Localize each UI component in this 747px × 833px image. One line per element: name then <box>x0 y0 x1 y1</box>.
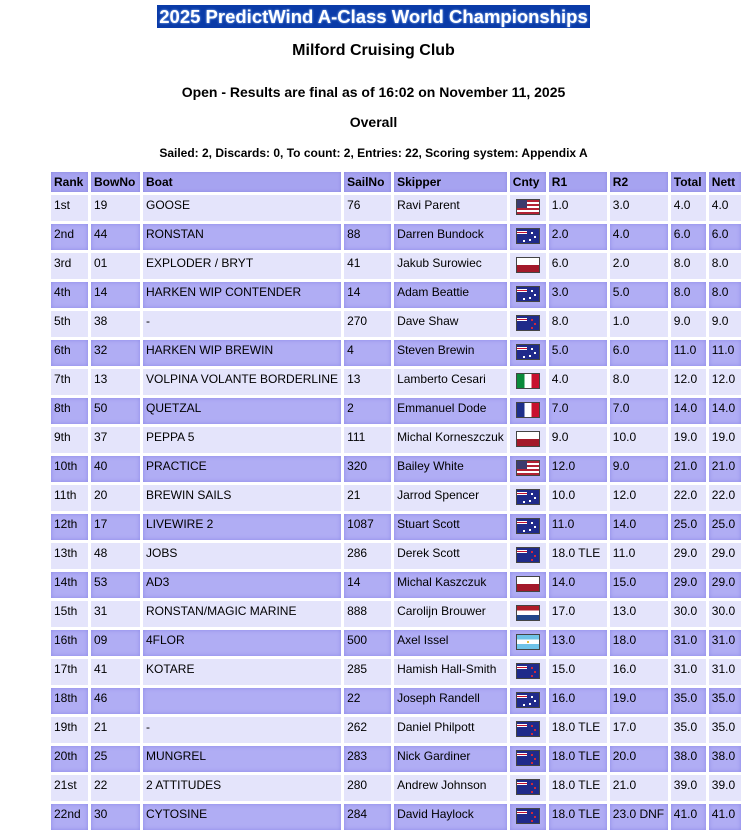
country-cell <box>510 369 546 395</box>
boat-cell: VOLPINA VOLANTE BORDERLINE <box>143 369 341 395</box>
skipper-cell: Jarrod Spencer <box>394 485 507 511</box>
bowno-cell: 50 <box>91 398 140 424</box>
total-cell: 41.0 <box>671 804 706 830</box>
flag-ned-icon <box>516 605 540 621</box>
title-row <box>0 0 747 32</box>
rank-cell: 15th <box>51 601 88 627</box>
total-cell: 9.0 <box>671 311 706 337</box>
r2-cell: 18.0 <box>610 630 668 656</box>
table-row <box>51 485 741 511</box>
nett-cell: 31.0 <box>709 659 741 685</box>
table-row <box>51 746 741 772</box>
rank-cell: 14th <box>51 572 88 598</box>
col-skipper: Skipper <box>394 172 507 192</box>
flag-aus-icon <box>516 228 540 244</box>
rank-cell: 20th <box>51 746 88 772</box>
table-row <box>51 514 741 540</box>
rank-cell: 16th <box>51 630 88 656</box>
boat-cell: - <box>143 311 341 337</box>
flag-aus-icon <box>516 344 540 360</box>
rank-cell: 1st <box>51 195 88 221</box>
rank-cell: 7th <box>51 369 88 395</box>
sailno-cell: 285 <box>344 659 391 685</box>
col-sailno: SailNo <box>344 172 391 192</box>
r1-cell: 4.0 <box>549 369 607 395</box>
bowno-cell: 21 <box>91 717 140 743</box>
rank-cell: 2nd <box>51 224 88 250</box>
r2-cell: 23.0 DNF <box>610 804 668 830</box>
bowno-cell: 22 <box>91 775 140 801</box>
bowno-cell: 13 <box>91 369 140 395</box>
rank-cell: 10th <box>51 456 88 482</box>
nett-cell: 12.0 <box>709 369 741 395</box>
bowno-cell: 30 <box>91 804 140 830</box>
flag-usa-icon <box>516 199 540 215</box>
r1-cell: 18.0 TLE <box>549 543 607 569</box>
table-row <box>51 659 741 685</box>
r1-cell: 1.0 <box>549 195 607 221</box>
flag-arg-icon <box>516 634 540 650</box>
nett-cell: 14.0 <box>709 398 741 424</box>
r1-cell: 18.0 TLE <box>549 717 607 743</box>
boat-cell: PEPPA 5 <box>143 427 341 453</box>
total-cell: 11.0 <box>671 340 706 366</box>
bowno-cell: 17 <box>91 514 140 540</box>
flag-aus-icon <box>516 286 540 302</box>
r1-cell: 9.0 <box>549 427 607 453</box>
table-row <box>51 543 741 569</box>
r2-cell: 7.0 <box>610 398 668 424</box>
bowno-cell: 41 <box>91 659 140 685</box>
sailno-cell: 13 <box>344 369 391 395</box>
bowno-cell: 37 <box>91 427 140 453</box>
r1-cell: 8.0 <box>549 311 607 337</box>
boat-cell: GOOSE <box>143 195 341 221</box>
sailno-cell: 320 <box>344 456 391 482</box>
boat-cell: QUETZAL <box>143 398 341 424</box>
r1-cell: 12.0 <box>549 456 607 482</box>
nett-cell: 22.0 <box>709 485 741 511</box>
rank-cell: 5th <box>51 311 88 337</box>
sailno-cell: 2 <box>344 398 391 424</box>
boat-cell: MUNGREL <box>143 746 341 772</box>
bowno-cell: 32 <box>91 340 140 366</box>
flag-usa-icon <box>516 460 540 476</box>
sailno-cell: 280 <box>344 775 391 801</box>
r1-cell: 6.0 <box>549 253 607 279</box>
col-bowno: BowNo <box>91 172 140 192</box>
flag-nzl-icon <box>516 808 540 824</box>
table-row <box>51 717 741 743</box>
nett-cell: 29.0 <box>709 543 741 569</box>
r2-cell: 15.0 <box>610 572 668 598</box>
skipper-cell: Steven Brewin <box>394 340 507 366</box>
country-cell <box>510 717 546 743</box>
skipper-cell: Carolijn Brouwer <box>394 601 507 627</box>
skipper-cell: Joseph Randell <box>394 688 507 714</box>
table-row <box>51 340 741 366</box>
flag-nzl-icon <box>516 721 540 737</box>
nett-cell: 38.0 <box>709 746 741 772</box>
r2-cell: 20.0 <box>610 746 668 772</box>
r2-cell: 19.0 <box>610 688 668 714</box>
r1-cell: 11.0 <box>549 514 607 540</box>
table-row <box>51 427 741 453</box>
nett-cell: 21.0 <box>709 456 741 482</box>
country-cell <box>510 514 546 540</box>
total-cell: 19.0 <box>671 427 706 453</box>
country-cell <box>510 485 546 511</box>
nett-cell: 29.0 <box>709 572 741 598</box>
country-cell <box>510 456 546 482</box>
table-row <box>51 253 741 279</box>
r2-cell: 8.0 <box>610 369 668 395</box>
boat-cell: HARKEN WIP CONTENDER <box>143 282 341 308</box>
nett-cell: 39.0 <box>709 775 741 801</box>
skipper-cell: Hamish Hall-Smith <box>394 659 507 685</box>
results-body <box>51 195 741 830</box>
flag-pol-icon <box>516 576 540 592</box>
skipper-cell: Darren Bundock <box>394 224 507 250</box>
table-row <box>51 630 741 656</box>
table-header-row <box>51 172 741 192</box>
table-row <box>51 601 741 627</box>
rank-cell: 19th <box>51 717 88 743</box>
flag-nzl-icon <box>516 547 540 563</box>
r2-cell: 1.0 <box>610 311 668 337</box>
sailno-cell: 284 <box>344 804 391 830</box>
skipper-cell: Adam Beattie <box>394 282 507 308</box>
r1-cell: 5.0 <box>549 340 607 366</box>
flag-nzl-icon <box>516 750 540 766</box>
table-row <box>51 775 741 801</box>
total-cell: 38.0 <box>671 746 706 772</box>
table-row <box>51 282 741 308</box>
flag-nzl-icon <box>516 779 540 795</box>
event-title: 2025 PredictWind A-Class World Championships <box>159 6 588 27</box>
total-cell: 8.0 <box>671 282 706 308</box>
country-cell <box>510 311 546 337</box>
table-row <box>51 195 741 221</box>
total-cell: 21.0 <box>671 456 706 482</box>
rank-cell: 4th <box>51 282 88 308</box>
bowno-cell: 14 <box>91 282 140 308</box>
r1-cell: 2.0 <box>549 224 607 250</box>
skipper-cell: Emmanuel Dode <box>394 398 507 424</box>
rank-cell: 12th <box>51 514 88 540</box>
flag-nzl-icon <box>516 315 540 331</box>
table-row <box>51 369 741 395</box>
total-cell: 35.0 <box>671 688 706 714</box>
total-cell: 4.0 <box>671 195 706 221</box>
nett-cell: 19.0 <box>709 427 741 453</box>
boat-cell: 2 ATTITUDES <box>143 775 341 801</box>
rank-cell: 9th <box>51 427 88 453</box>
skipper-cell: Daniel Philpott <box>394 717 507 743</box>
boat-cell: 4FLOR <box>143 630 341 656</box>
col-total: Total <box>671 172 706 192</box>
boat-cell: - <box>143 717 341 743</box>
col-r2: R2 <box>610 172 668 192</box>
sailno-cell: 21 <box>344 485 391 511</box>
r2-cell: 17.0 <box>610 717 668 743</box>
total-cell: 39.0 <box>671 775 706 801</box>
country-cell <box>510 601 546 627</box>
rank-cell: 21st <box>51 775 88 801</box>
boat-cell: AD3 <box>143 572 341 598</box>
flag-pol-icon <box>516 257 540 273</box>
skipper-cell: Stuart Scott <box>394 514 507 540</box>
results-table <box>48 169 744 833</box>
sailno-cell: 22 <box>344 688 391 714</box>
venue-heading: Milford Cruising Club <box>292 42 455 59</box>
country-cell <box>510 688 546 714</box>
total-cell: 22.0 <box>671 485 706 511</box>
boat-cell: KOTARE <box>143 659 341 685</box>
r2-cell: 6.0 <box>610 340 668 366</box>
nett-cell: 30.0 <box>709 601 741 627</box>
sailno-cell: 14 <box>344 282 391 308</box>
bowno-cell: 53 <box>91 572 140 598</box>
nett-cell: 41.0 <box>709 804 741 830</box>
r2-cell: 12.0 <box>610 485 668 511</box>
r1-cell: 15.0 <box>549 659 607 685</box>
nett-cell: 11.0 <box>709 340 741 366</box>
sailno-cell: 500 <box>344 630 391 656</box>
table-row <box>51 311 741 337</box>
total-cell: 6.0 <box>671 224 706 250</box>
flag-pol-icon <box>516 431 540 447</box>
boat-cell: CYTOSINE <box>143 804 341 830</box>
sailno-cell: 41 <box>344 253 391 279</box>
r1-cell: 16.0 <box>549 688 607 714</box>
boat-cell: RONSTAN <box>143 224 341 250</box>
bowno-cell: 38 <box>91 311 140 337</box>
total-cell: 29.0 <box>671 572 706 598</box>
series-heading: Overall <box>349 114 398 130</box>
bowno-cell: 48 <box>91 543 140 569</box>
boat-cell: JOBS <box>143 543 341 569</box>
rank-cell: 18th <box>51 688 88 714</box>
rank-cell: 6th <box>51 340 88 366</box>
sailno-cell: 88 <box>344 224 391 250</box>
r2-cell: 2.0 <box>610 253 668 279</box>
country-cell <box>510 253 546 279</box>
skipper-cell: Nick Gardiner <box>394 746 507 772</box>
r2-cell: 4.0 <box>610 224 668 250</box>
sailno-cell: 262 <box>344 717 391 743</box>
total-cell: 8.0 <box>671 253 706 279</box>
bowno-cell: 40 <box>91 456 140 482</box>
col-country: Cnty <box>510 172 546 192</box>
country-cell <box>510 282 546 308</box>
results-status: Open - Results are final as of 16:02 on November 11, 2025 <box>181 84 566 100</box>
boat-cell <box>143 688 341 714</box>
country-cell <box>510 340 546 366</box>
bowno-cell: 20 <box>91 485 140 511</box>
total-cell: 14.0 <box>671 398 706 424</box>
country-cell <box>510 224 546 250</box>
nett-cell: 35.0 <box>709 717 741 743</box>
country-cell <box>510 427 546 453</box>
r2-cell: 16.0 <box>610 659 668 685</box>
skipper-cell: Jakub Surowiec <box>394 253 507 279</box>
r1-cell: 14.0 <box>549 572 607 598</box>
sailno-cell: 888 <box>344 601 391 627</box>
total-cell: 31.0 <box>671 659 706 685</box>
r2-cell: 10.0 <box>610 427 668 453</box>
r2-cell: 13.0 <box>610 601 668 627</box>
r1-cell: 18.0 TLE <box>549 746 607 772</box>
total-cell: 30.0 <box>671 601 706 627</box>
flag-aus-icon <box>516 518 540 534</box>
r2-cell: 11.0 <box>610 543 668 569</box>
sailno-cell: 76 <box>344 195 391 221</box>
nett-cell: 31.0 <box>709 630 741 656</box>
country-cell <box>510 746 546 772</box>
bowno-cell: 46 <box>91 688 140 714</box>
boat-cell: EXPLODER / BRYT <box>143 253 341 279</box>
r1-cell: 18.0 TLE <box>549 804 607 830</box>
table-row <box>51 456 741 482</box>
r1-cell: 7.0 <box>549 398 607 424</box>
r1-cell: 18.0 TLE <box>549 775 607 801</box>
r2-cell: 3.0 <box>610 195 668 221</box>
r1-cell: 10.0 <box>549 485 607 511</box>
total-cell: 35.0 <box>671 717 706 743</box>
rank-cell: 22nd <box>51 804 88 830</box>
nett-cell: 8.0 <box>709 253 741 279</box>
series-summary: Sailed: 2, Discards: 0, To count: 2, Entries: 22, Scoring system: Appendix A <box>159 146 588 160</box>
bowno-cell: 31 <box>91 601 140 627</box>
col-rank: Rank <box>51 172 88 192</box>
skipper-cell: Lamberto Cesari <box>394 369 507 395</box>
r1-cell: 13.0 <box>549 630 607 656</box>
rank-cell: 3rd <box>51 253 88 279</box>
table-row <box>51 572 741 598</box>
boat-cell: HARKEN WIP BREWIN <box>143 340 341 366</box>
bowno-cell: 01 <box>91 253 140 279</box>
skipper-cell: Andrew Johnson <box>394 775 507 801</box>
skipper-cell: David Haylock <box>394 804 507 830</box>
flag-aus-icon <box>516 692 540 708</box>
nett-cell: 35.0 <box>709 688 741 714</box>
rank-cell: 17th <box>51 659 88 685</box>
total-cell: 25.0 <box>671 514 706 540</box>
flag-ita-icon <box>516 373 540 389</box>
col-boat: Boat <box>143 172 341 192</box>
table-row <box>51 224 741 250</box>
sailno-cell: 4 <box>344 340 391 366</box>
country-cell <box>510 659 546 685</box>
rank-cell: 11th <box>51 485 88 511</box>
sailno-cell: 1087 <box>344 514 391 540</box>
sailno-cell: 14 <box>344 572 391 598</box>
boat-cell: PRACTICE <box>143 456 341 482</box>
r2-cell: 21.0 <box>610 775 668 801</box>
nett-cell: 9.0 <box>709 311 741 337</box>
nett-cell: 25.0 <box>709 514 741 540</box>
sailno-cell: 283 <box>344 746 391 772</box>
col-nett: Nett <box>709 172 741 192</box>
rank-cell: 8th <box>51 398 88 424</box>
country-cell <box>510 543 546 569</box>
skipper-cell: Michal Kaszczuk <box>394 572 507 598</box>
total-cell: 29.0 <box>671 543 706 569</box>
flag-nzl-icon <box>516 663 540 679</box>
country-cell <box>510 398 546 424</box>
flag-aus-icon <box>516 489 540 505</box>
skipper-cell: Derek Scott <box>394 543 507 569</box>
skipper-cell: Bailey White <box>394 456 507 482</box>
nett-cell: 8.0 <box>709 282 741 308</box>
sailno-cell: 286 <box>344 543 391 569</box>
bowno-cell: 25 <box>91 746 140 772</box>
bowno-cell: 09 <box>91 630 140 656</box>
boat-cell: LIVEWIRE 2 <box>143 514 341 540</box>
r2-cell: 5.0 <box>610 282 668 308</box>
sailno-cell: 270 <box>344 311 391 337</box>
country-cell <box>510 630 546 656</box>
table-row <box>51 688 741 714</box>
boat-cell: BREWIN SAILS <box>143 485 341 511</box>
country-cell <box>510 195 546 221</box>
country-cell <box>510 572 546 598</box>
total-cell: 12.0 <box>671 369 706 395</box>
country-cell <box>510 775 546 801</box>
skipper-cell: Michal Korneszczuk <box>394 427 507 453</box>
flag-fra-icon <box>516 402 540 418</box>
skipper-cell: Dave Shaw <box>394 311 507 337</box>
r1-cell: 3.0 <box>549 282 607 308</box>
r2-cell: 14.0 <box>610 514 668 540</box>
total-cell: 31.0 <box>671 630 706 656</box>
col-r1: R1 <box>549 172 607 192</box>
rank-cell: 13th <box>51 543 88 569</box>
sailno-cell: 111 <box>344 427 391 453</box>
skipper-cell: Ravi Parent <box>394 195 507 221</box>
skipper-cell: Axel Issel <box>394 630 507 656</box>
table-row <box>51 398 741 424</box>
boat-cell: RONSTAN/MAGIC MARINE <box>143 601 341 627</box>
nett-cell: 4.0 <box>709 195 741 221</box>
r1-cell: 17.0 <box>549 601 607 627</box>
r2-cell: 9.0 <box>610 456 668 482</box>
bowno-cell: 44 <box>91 224 140 250</box>
nett-cell: 6.0 <box>709 224 741 250</box>
bowno-cell: 19 <box>91 195 140 221</box>
